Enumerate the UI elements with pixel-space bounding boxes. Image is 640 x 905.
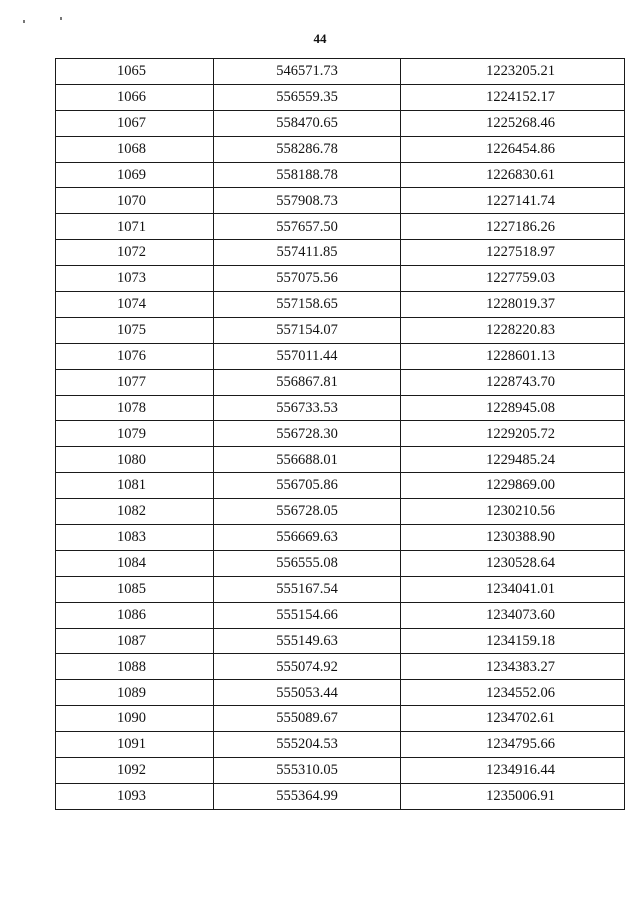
point-number-cell: 1073 bbox=[56, 266, 214, 292]
coordinates-table bbox=[55, 58, 625, 810]
table-row bbox=[56, 447, 625, 473]
x-coordinate-cell: 558286.78 bbox=[214, 136, 401, 162]
point-number-cell: 1076 bbox=[56, 343, 214, 369]
point-number-cell: 1068 bbox=[56, 136, 214, 162]
x-coordinate-cell: 555089.67 bbox=[214, 706, 401, 732]
x-coordinate-cell: 556555.08 bbox=[214, 550, 401, 576]
table-row bbox=[56, 473, 625, 499]
y-coordinate-cell: 1230528.64 bbox=[401, 550, 625, 576]
point-number-cell: 1075 bbox=[56, 317, 214, 343]
scan-speck bbox=[60, 17, 62, 20]
point-number-cell: 1092 bbox=[56, 758, 214, 784]
table-row bbox=[56, 550, 625, 576]
point-number-cell: 1093 bbox=[56, 783, 214, 809]
point-number-cell: 1081 bbox=[56, 473, 214, 499]
y-coordinate-cell: 1224152.17 bbox=[401, 84, 625, 110]
x-coordinate-cell: 555053.44 bbox=[214, 680, 401, 706]
table-row bbox=[56, 84, 625, 110]
point-number-cell: 1067 bbox=[56, 110, 214, 136]
y-coordinate-cell: 1228743.70 bbox=[401, 369, 625, 395]
y-coordinate-cell: 1227186.26 bbox=[401, 214, 625, 240]
table-row bbox=[56, 576, 625, 602]
y-coordinate-cell: 1225268.46 bbox=[401, 110, 625, 136]
y-coordinate-cell: 1223205.21 bbox=[401, 59, 625, 85]
x-coordinate-cell: 556559.35 bbox=[214, 84, 401, 110]
x-coordinate-cell: 556688.01 bbox=[214, 447, 401, 473]
table-row bbox=[56, 369, 625, 395]
point-number-cell: 1086 bbox=[56, 602, 214, 628]
table-row bbox=[56, 266, 625, 292]
table-row bbox=[56, 499, 625, 525]
scan-speck bbox=[23, 20, 25, 23]
point-number-cell: 1088 bbox=[56, 654, 214, 680]
y-coordinate-cell: 1234916.44 bbox=[401, 758, 625, 784]
y-coordinate-cell: 1229869.00 bbox=[401, 473, 625, 499]
point-number-cell: 1085 bbox=[56, 576, 214, 602]
table-row bbox=[56, 732, 625, 758]
table-row bbox=[56, 706, 625, 732]
point-number-cell: 1091 bbox=[56, 732, 214, 758]
x-coordinate-cell: 546571.73 bbox=[214, 59, 401, 85]
page-number: 44 bbox=[313, 31, 327, 46]
y-coordinate-cell: 1234073.60 bbox=[401, 602, 625, 628]
table-row bbox=[56, 240, 625, 266]
point-number-cell: 1079 bbox=[56, 421, 214, 447]
x-coordinate-cell: 557411.85 bbox=[214, 240, 401, 266]
point-number-cell: 1072 bbox=[56, 240, 214, 266]
x-coordinate-cell: 558188.78 bbox=[214, 162, 401, 188]
point-number-cell: 1089 bbox=[56, 680, 214, 706]
y-coordinate-cell: 1228601.13 bbox=[401, 343, 625, 369]
x-coordinate-cell: 555074.92 bbox=[214, 654, 401, 680]
point-number-cell: 1074 bbox=[56, 292, 214, 318]
table-row bbox=[56, 602, 625, 628]
y-coordinate-cell: 1234702.61 bbox=[401, 706, 625, 732]
point-number-cell: 1070 bbox=[56, 188, 214, 214]
y-coordinate-cell: 1234159.18 bbox=[401, 628, 625, 654]
y-coordinate-cell: 1226454.86 bbox=[401, 136, 625, 162]
point-number-cell: 1082 bbox=[56, 499, 214, 525]
point-number-cell: 1080 bbox=[56, 447, 214, 473]
y-coordinate-cell: 1234041.01 bbox=[401, 576, 625, 602]
y-coordinate-cell: 1228019.37 bbox=[401, 292, 625, 318]
y-coordinate-cell: 1227759.03 bbox=[401, 266, 625, 292]
point-number-cell: 1066 bbox=[56, 84, 214, 110]
table-row bbox=[56, 162, 625, 188]
y-coordinate-cell: 1226830.61 bbox=[401, 162, 625, 188]
table-row bbox=[56, 136, 625, 162]
x-coordinate-cell: 557075.56 bbox=[214, 266, 401, 292]
table-row bbox=[56, 59, 625, 85]
x-coordinate-cell: 555167.54 bbox=[214, 576, 401, 602]
table-row bbox=[56, 783, 625, 809]
table-row bbox=[56, 680, 625, 706]
x-coordinate-cell: 555204.53 bbox=[214, 732, 401, 758]
y-coordinate-cell: 1228220.83 bbox=[401, 317, 625, 343]
point-number-cell: 1077 bbox=[56, 369, 214, 395]
point-number-cell: 1069 bbox=[56, 162, 214, 188]
y-coordinate-cell: 1229485.24 bbox=[401, 447, 625, 473]
y-coordinate-cell: 1234383.27 bbox=[401, 654, 625, 680]
x-coordinate-cell: 556669.63 bbox=[214, 525, 401, 551]
y-coordinate-cell: 1227518.97 bbox=[401, 240, 625, 266]
x-coordinate-cell: 556705.86 bbox=[214, 473, 401, 499]
x-coordinate-cell: 555364.99 bbox=[214, 783, 401, 809]
y-coordinate-cell: 1229205.72 bbox=[401, 421, 625, 447]
x-coordinate-cell: 555154.66 bbox=[214, 602, 401, 628]
y-coordinate-cell: 1230388.90 bbox=[401, 525, 625, 551]
table-row bbox=[56, 292, 625, 318]
point-number-cell: 1084 bbox=[56, 550, 214, 576]
point-number-cell: 1090 bbox=[56, 706, 214, 732]
table-row bbox=[56, 188, 625, 214]
x-coordinate-cell: 556867.81 bbox=[214, 369, 401, 395]
table-row bbox=[56, 343, 625, 369]
y-coordinate-cell: 1234795.66 bbox=[401, 732, 625, 758]
y-coordinate-cell: 1235006.91 bbox=[401, 783, 625, 809]
x-coordinate-cell: 557908.73 bbox=[214, 188, 401, 214]
table-row bbox=[56, 395, 625, 421]
x-coordinate-cell: 557154.07 bbox=[214, 317, 401, 343]
coordinates-table-body bbox=[56, 59, 625, 810]
table-row bbox=[56, 110, 625, 136]
table-row bbox=[56, 421, 625, 447]
y-coordinate-cell: 1234552.06 bbox=[401, 680, 625, 706]
table-row bbox=[56, 654, 625, 680]
point-number-cell: 1071 bbox=[56, 214, 214, 240]
x-coordinate-cell: 556733.53 bbox=[214, 395, 401, 421]
point-number-cell: 1083 bbox=[56, 525, 214, 551]
y-coordinate-cell: 1227141.74 bbox=[401, 188, 625, 214]
table-row bbox=[56, 628, 625, 654]
x-coordinate-cell: 555149.63 bbox=[214, 628, 401, 654]
x-coordinate-cell: 557011.44 bbox=[214, 343, 401, 369]
x-coordinate-cell: 555310.05 bbox=[214, 758, 401, 784]
point-number-cell: 1065 bbox=[56, 59, 214, 85]
x-coordinate-cell: 556728.30 bbox=[214, 421, 401, 447]
x-coordinate-cell: 558470.65 bbox=[214, 110, 401, 136]
table-row bbox=[56, 758, 625, 784]
point-number-cell: 1078 bbox=[56, 395, 214, 421]
y-coordinate-cell: 1228945.08 bbox=[401, 395, 625, 421]
x-coordinate-cell: 557657.50 bbox=[214, 214, 401, 240]
x-coordinate-cell: 556728.05 bbox=[214, 499, 401, 525]
y-coordinate-cell: 1230210.56 bbox=[401, 499, 625, 525]
table-row bbox=[56, 525, 625, 551]
point-number-cell: 1087 bbox=[56, 628, 214, 654]
x-coordinate-cell: 557158.65 bbox=[214, 292, 401, 318]
table-row bbox=[56, 214, 625, 240]
table-row bbox=[56, 317, 625, 343]
